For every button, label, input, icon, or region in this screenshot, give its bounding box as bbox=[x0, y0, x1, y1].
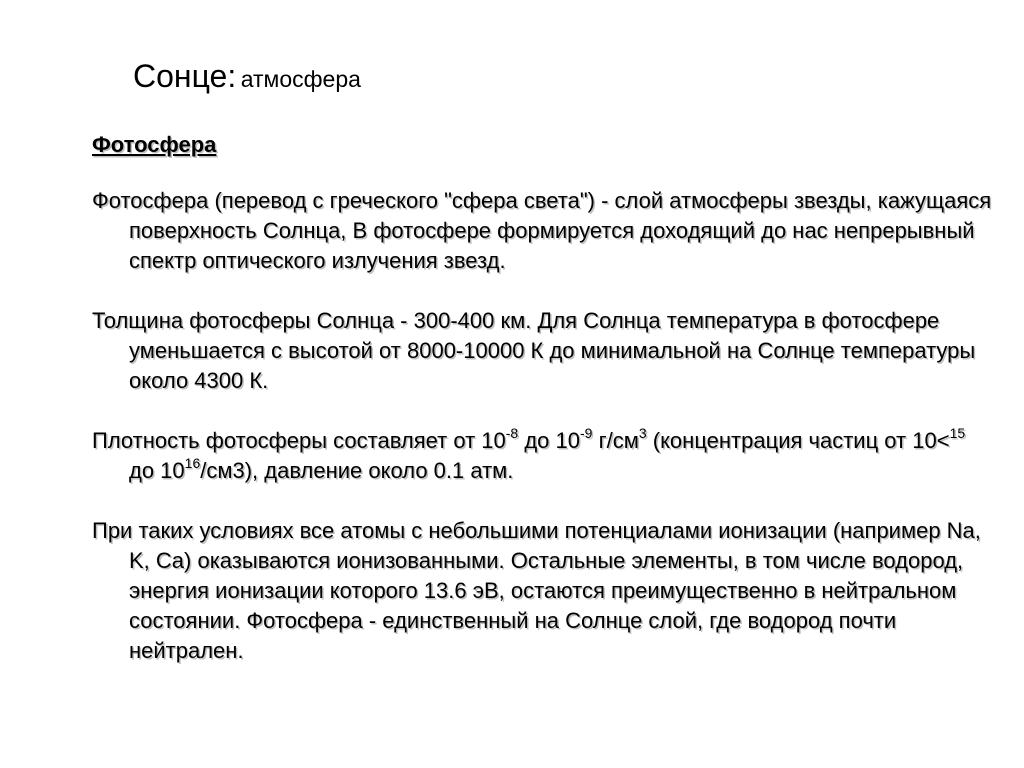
paragraph-density bbox=[92, 426, 992, 486]
density-text-4: (концентрация частиц от 10< bbox=[646, 428, 950, 453]
density-exp-3: 3 bbox=[638, 424, 647, 441]
density-text-1: Плотность фотосферы составляет от 10 bbox=[92, 428, 506, 453]
density-text-2: до 10 bbox=[518, 428, 580, 453]
density-exp-4: 15 bbox=[949, 424, 966, 441]
density-exp-2: -9 bbox=[580, 424, 593, 441]
title-main: Сонце: bbox=[133, 58, 237, 94]
density-exp-5: 16 bbox=[184, 454, 201, 471]
density-text-5: до 10 bbox=[129, 458, 185, 483]
paragraph-thickness: Толщина фотосферы Солнца - 300-400 км. Для Солнца температура в фотосфере уменьшается с высотой от 8000-10000 К до минимальной на Солнце температуры около 4300 К. bbox=[92, 308, 976, 393]
paragraph-definition: Фотосфера (перевод с греческого "сфера света") - слой атмосферы звезды, кажущаяся поверхность Солнца, В фотосфере формируется доходящий до нас непрерывный спектр оптического излучения звезд. bbox=[92, 188, 992, 273]
title-sub: атмосфера bbox=[240, 66, 361, 92]
density-text-3: г/см bbox=[592, 428, 639, 453]
slide-content bbox=[92, 130, 992, 696]
density-text-6: /см3), давление около 0.1 атм. bbox=[200, 458, 514, 483]
section-heading: Фотосфера bbox=[92, 132, 217, 157]
slide-title bbox=[133, 58, 361, 95]
paragraph-ionization: При таких условиях все атомы с небольшими потенциалами ионизации (например Na, K, Ca) оказываются ионизованными. Остальные элементы, в том числе водород, энергия ионизации которого 13.6 эВ, остаются преимущественно в нейтральном состоянии. Фотосфера - единственный на Солнце слой, где водород почти нейтрален. bbox=[92, 518, 981, 663]
density-exp-1: -8 bbox=[505, 424, 519, 441]
